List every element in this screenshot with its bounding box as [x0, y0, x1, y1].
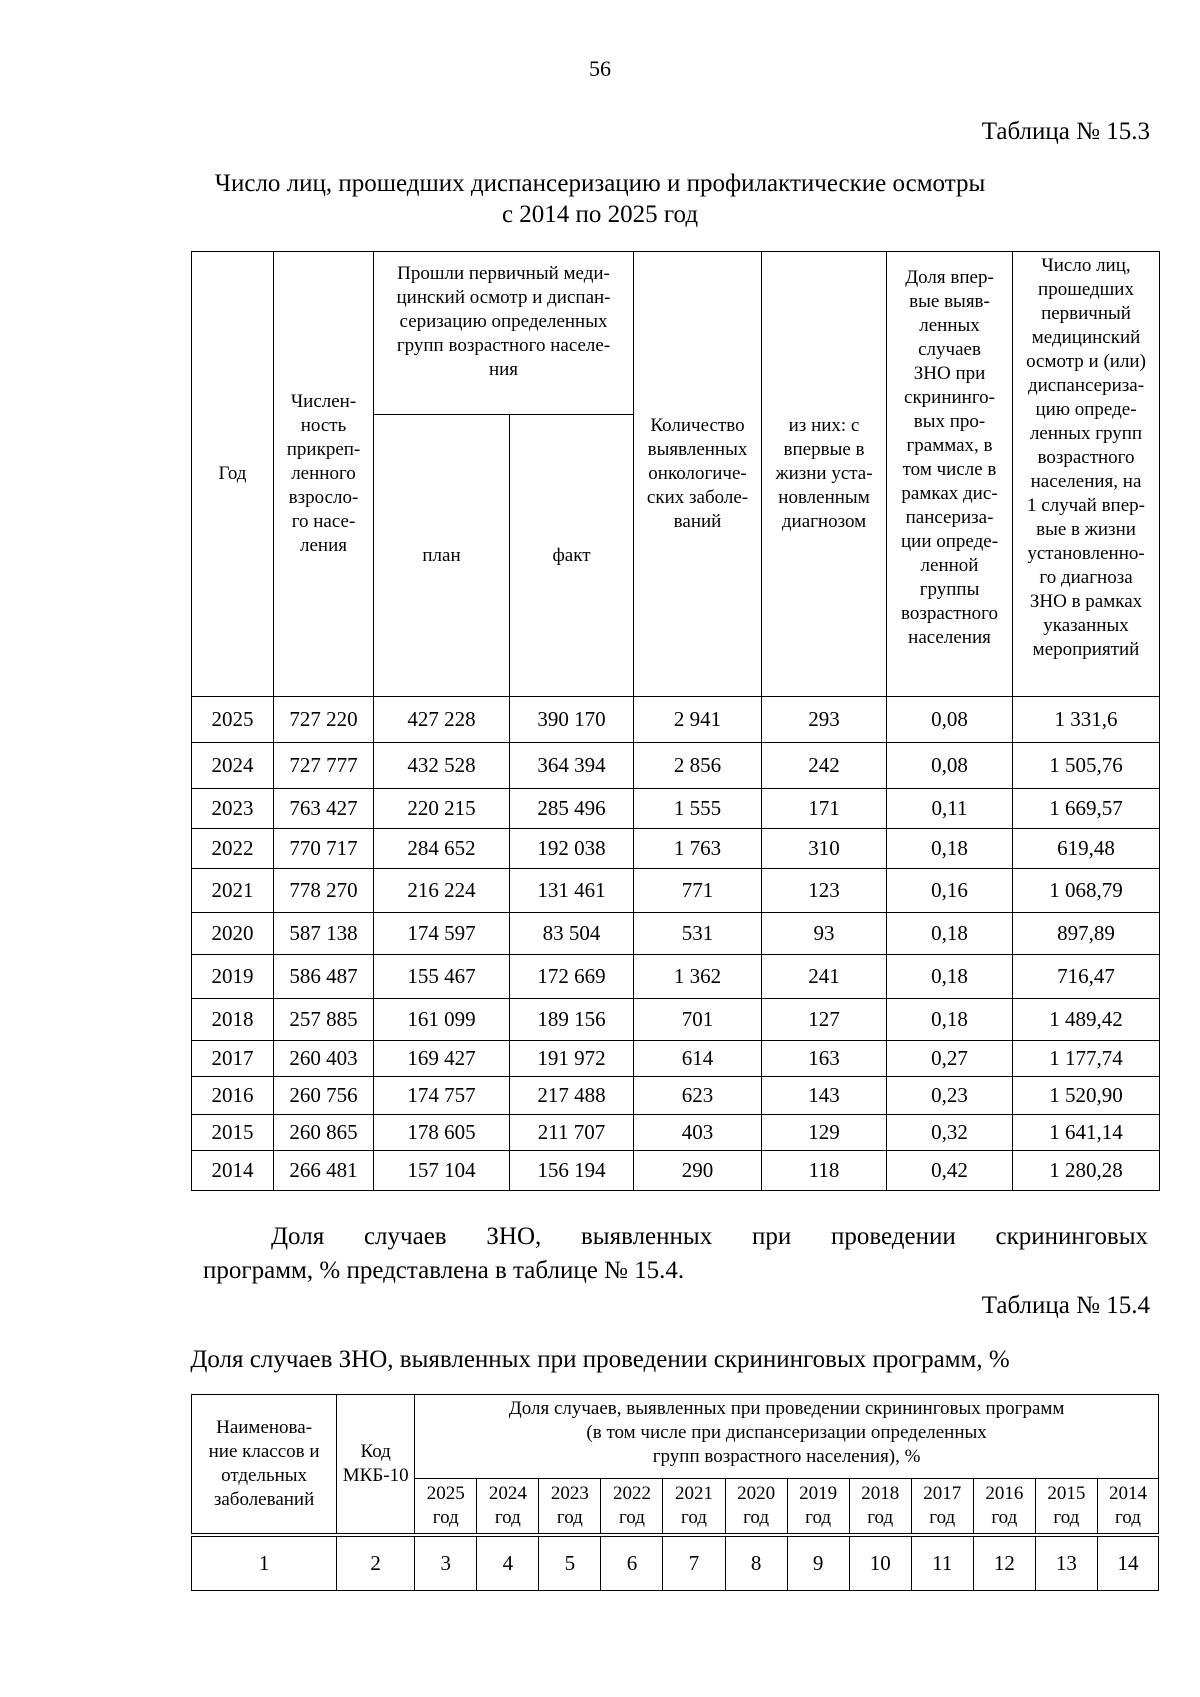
- table-cell: 217 488: [510, 1077, 634, 1115]
- header-year-col: 2014 год: [1097, 1479, 1158, 1535]
- column-number-cell: 12: [973, 1535, 1035, 1591]
- table-cell: 1 520,90: [1013, 1077, 1160, 1115]
- table-cell: 192 038: [510, 829, 634, 869]
- paragraph-line-1: Доля случаев ЗНО, выявленных при проведении скрининговых: [271, 1223, 1148, 1250]
- table-cell: 2024: [192, 743, 274, 789]
- table-cell: 1 505,76: [1013, 743, 1160, 789]
- table-title-line-1: Число лиц, прошедших диспансеризацию и профилактические осмотры: [214, 170, 986, 197]
- header-year-col: 2020 год: [725, 1479, 787, 1535]
- table-cell: 2017: [192, 1041, 274, 1077]
- table-row: [192, 913, 1160, 955]
- header-year-col: 2015 год: [1035, 1479, 1097, 1535]
- table-cell: 1 177,74: [1013, 1041, 1160, 1077]
- table-cell: 260 403: [274, 1041, 374, 1077]
- header-share-group: Доля случаев, выявленных при проведении скрининговых программ (в том числе при диспансеризации определенных групп возрастного населения), %: [415, 1395, 1159, 1479]
- table-cell: 716,47: [1013, 955, 1160, 999]
- table-cell: 2 941: [634, 697, 762, 743]
- table-cell: 216 224: [374, 869, 510, 913]
- table-cell: 390 170: [510, 697, 634, 743]
- table-cell: 171: [762, 789, 887, 829]
- screening-table-15-3: [191, 251, 1160, 1191]
- table-cell: 0,18: [887, 913, 1013, 955]
- table-cell: 0,18: [887, 999, 1013, 1041]
- table-cell: 161 099: [374, 999, 510, 1041]
- header-year-col: 2016 год: [973, 1479, 1035, 1535]
- table-cell: 260 865: [274, 1115, 374, 1151]
- table-cell: 0,11: [887, 789, 1013, 829]
- screening-share-table-15-4: [191, 1394, 1159, 1591]
- table-cell: 586 487: [274, 955, 374, 999]
- column-number-cell: 8: [725, 1535, 787, 1591]
- table-cell: 156 194: [510, 1151, 634, 1191]
- table-cell: 2019: [192, 955, 274, 999]
- table-cell: 220 215: [374, 789, 510, 829]
- table-cell: 118: [762, 1151, 887, 1191]
- table-cell: 0,23: [887, 1077, 1013, 1115]
- table-cell: 266 481: [274, 1151, 374, 1191]
- column-number-cell: 1: [192, 1535, 337, 1591]
- column-number-cell: 3: [415, 1535, 477, 1591]
- table-cell: 131 461: [510, 869, 634, 913]
- header-exams-group: Прошли первичный меди- цинский осмотр и диспан- серизацию определенных групп возрастного населе- ния: [374, 252, 634, 415]
- table-cell: 1 763: [634, 829, 762, 869]
- table-cell: 364 394: [510, 743, 634, 789]
- table-cell: 163: [762, 1041, 887, 1077]
- table-cell: 2015: [192, 1115, 274, 1151]
- header-cancers: Количество выявленных онкологиче- ских заболе- ваний: [634, 252, 762, 697]
- table-cell: 2016: [192, 1077, 274, 1115]
- table-cell: 727 777: [274, 743, 374, 789]
- table-cell: 157 104: [374, 1151, 510, 1191]
- column-number-cell: 4: [477, 1535, 539, 1591]
- header-icd-code: Код МКБ-10: [337, 1395, 415, 1535]
- table-cell: 0,18: [887, 829, 1013, 869]
- table-row: [192, 869, 1160, 913]
- intro-paragraph: [203, 1220, 1148, 1288]
- table-cell: 403: [634, 1115, 762, 1151]
- table-cell: 2025: [192, 697, 274, 743]
- page-number: 56: [589, 56, 611, 81]
- table-cell: 2022: [192, 829, 274, 869]
- column-number-cell: 10: [849, 1535, 911, 1591]
- table-cell: 0,18: [887, 955, 1013, 999]
- table-cell: 897,89: [1013, 913, 1160, 955]
- table-cell: 778 270: [274, 869, 374, 913]
- header-year: Год: [192, 252, 274, 697]
- table-cell: 587 138: [274, 913, 374, 955]
- table-cell: 2020: [192, 913, 274, 955]
- table-label-15-4: Таблица № 15.4: [981, 1292, 1150, 1319]
- table-cell: 129: [762, 1115, 887, 1151]
- header-plan: план: [374, 415, 510, 697]
- table-cell: 285 496: [510, 789, 634, 829]
- table-cell: 123: [762, 869, 887, 913]
- table-cell: 143: [762, 1077, 887, 1115]
- table-cell: 763 427: [274, 789, 374, 829]
- column-number-cell: 7: [663, 1535, 725, 1591]
- table-cell: 2021: [192, 869, 274, 913]
- paragraph-line-2: программ, % представлена в таблице № 15.4.: [203, 1257, 685, 1284]
- table-cell: 531: [634, 913, 762, 955]
- table-cell: 93: [762, 913, 887, 955]
- table-cell: 211 707: [510, 1115, 634, 1151]
- table-cell: 127: [762, 999, 887, 1041]
- header-ratio: Число лиц, прошедших первичный медицинский осмотр и (или) диспансериза- цию опреде- ленных групп возрастного населения, на 1 случай впер- вые в жизни установленно- го диагноза ЗНО в рамках указанных мероприятий: [1013, 252, 1160, 697]
- table-title-15-3: [0, 168, 1200, 230]
- table-cell: 191 972: [510, 1041, 634, 1077]
- column-number-cell: 2: [337, 1535, 415, 1591]
- header-year-col: 2017 год: [911, 1479, 973, 1535]
- table-cell: 155 467: [374, 955, 510, 999]
- table-cell: 1 489,42: [1013, 999, 1160, 1041]
- table-cell: 178 605: [374, 1115, 510, 1151]
- header-year-col: 2019 год: [787, 1479, 849, 1535]
- table-cell: 0,27: [887, 1041, 1013, 1077]
- table-cell: 257 885: [274, 999, 374, 1041]
- header-year-col: 2021 год: [663, 1479, 725, 1535]
- table-cell: 427 228: [374, 697, 510, 743]
- header-share: Доля впер- вые выяв- ленных случаев ЗНО при скрининго- вых про- граммах, в том числе в рамках дис- пансериза- ции опреде- ленной группы возрастного населения: [887, 252, 1013, 697]
- table-row: [192, 1151, 1160, 1191]
- table-cell: 174 757: [374, 1077, 510, 1115]
- table-cell: 83 504: [510, 913, 634, 955]
- column-number-row: [192, 1535, 1159, 1591]
- table-cell: 169 427: [374, 1041, 510, 1077]
- table-cell: 174 597: [374, 913, 510, 955]
- table-row: [192, 1115, 1160, 1151]
- table-cell: 1 555: [634, 789, 762, 829]
- table-cell: 623: [634, 1077, 762, 1115]
- table-cell: 242: [762, 743, 887, 789]
- header-fact: факт: [510, 415, 634, 697]
- table-cell: 1 669,57: [1013, 789, 1160, 829]
- table-cell: 0,32: [887, 1115, 1013, 1151]
- table-cell: 1 280,28: [1013, 1151, 1160, 1191]
- table-cell: 0,08: [887, 743, 1013, 789]
- table-cell: 310: [762, 829, 887, 869]
- table-title-15-4: Доля случаев ЗНО, выявленных при проведении скрининговых программ, %: [190, 1346, 1010, 1373]
- table-cell: 1 331,6: [1013, 697, 1160, 743]
- table-row: [192, 1077, 1160, 1115]
- table-cell: 172 669: [510, 955, 634, 999]
- table-cell: 1 641,14: [1013, 1115, 1160, 1151]
- table-cell: 284 652: [374, 829, 510, 869]
- table-cell: 1 362: [634, 955, 762, 999]
- column-number-cell: 13: [1035, 1535, 1097, 1591]
- table-cell: 293: [762, 697, 887, 743]
- table-cell: 432 528: [374, 743, 510, 789]
- table-cell: 2 856: [634, 743, 762, 789]
- column-number-cell: 5: [539, 1535, 601, 1591]
- table-cell: 189 156: [510, 999, 634, 1041]
- table-row: [192, 697, 1160, 743]
- table-cell: 0,16: [887, 869, 1013, 913]
- table-cell: 241: [762, 955, 887, 999]
- table-cell: 701: [634, 999, 762, 1041]
- table-cell: 619,48: [1013, 829, 1160, 869]
- header-year-col: 2023 год: [539, 1479, 601, 1535]
- header-first-time: из них: с впервые в жизни уста- новленным диагнозом: [762, 252, 887, 697]
- header-year-col: 2018 год: [849, 1479, 911, 1535]
- table-cell: 0,42: [887, 1151, 1013, 1191]
- table-cell: 770 717: [274, 829, 374, 869]
- table-cell: 2014: [192, 1151, 274, 1191]
- header-year-col: 2025 год: [415, 1479, 477, 1535]
- table-row: [192, 789, 1160, 829]
- column-number-cell: 6: [601, 1535, 663, 1591]
- table-cell: 290: [634, 1151, 762, 1191]
- table-row: [192, 829, 1160, 869]
- table-cell: 2018: [192, 999, 274, 1041]
- header-population: Числен- ность прикреп- ленного взросло- го насе- ления: [274, 252, 374, 697]
- column-number-cell: 9: [787, 1535, 849, 1591]
- table-cell: 2023: [192, 789, 274, 829]
- table-row: [192, 999, 1160, 1041]
- header-year-col: 2022 год: [601, 1479, 663, 1535]
- table-row: [192, 743, 1160, 789]
- column-number-cell: 11: [911, 1535, 973, 1591]
- table-cell: 260 756: [274, 1077, 374, 1115]
- table-cell: 727 220: [274, 697, 374, 743]
- column-number-cell: 14: [1097, 1535, 1158, 1591]
- header-year-col: 2024 год: [477, 1479, 539, 1535]
- table-cell: 1 068,79: [1013, 869, 1160, 913]
- table-cell: 0,08: [887, 697, 1013, 743]
- table-row: [192, 955, 1160, 999]
- table-row: [192, 1041, 1160, 1077]
- header-disease-name: Наименова- ние классов и отдельных заболеваний: [192, 1395, 337, 1535]
- table-cell: 614: [634, 1041, 762, 1077]
- table-title-line-2: с 2014 по 2025 год: [501, 201, 699, 228]
- table-label-15-3: Таблица № 15.3: [981, 118, 1150, 145]
- table-cell: 771: [634, 869, 762, 913]
